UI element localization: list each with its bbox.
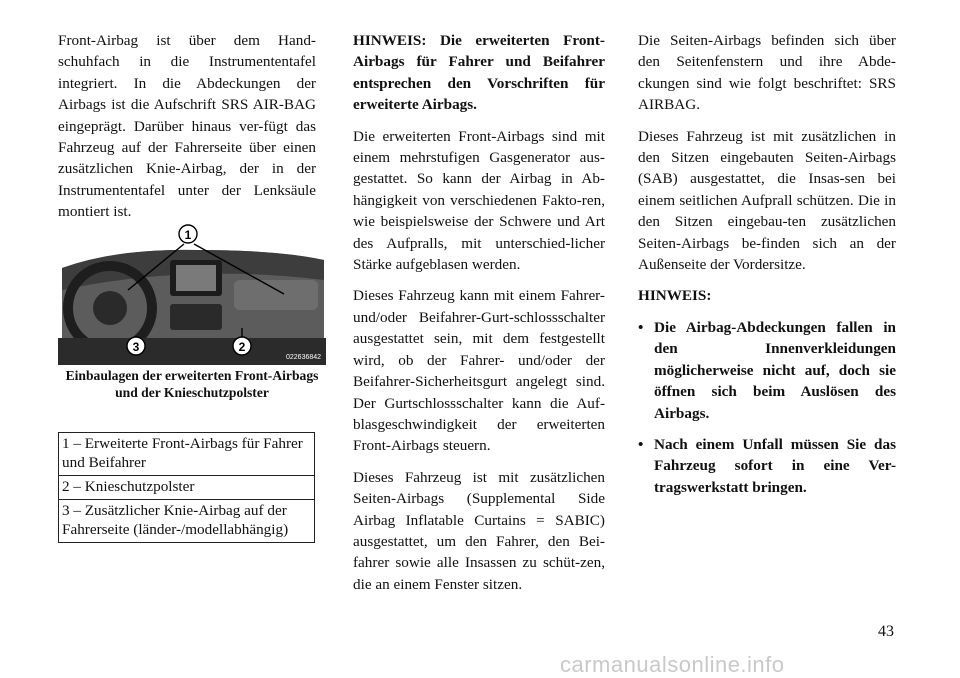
table-row bbox=[59, 476, 315, 500]
buckle-switch-paragraph: Dieses Fahrzeug kann mit einem Fahrer- und/oder Beifahrer-Gurt-schlossschalter ausgestattet sein, mit dem festgestellt wird, ob der Fahrer- und/oder der Beifahrer-Sicherheitsgurt angelegt sind. Der Gurtschlossschalter kann die Auf-blasgeschwindigkeit der erweiterten Front-Airbags steuern. bbox=[353, 287, 605, 455]
legend-table bbox=[58, 432, 315, 543]
table-row bbox=[59, 500, 315, 543]
page-number: 43 bbox=[878, 623, 894, 640]
note-label: HINWEIS: bbox=[638, 287, 712, 305]
dashboard-illustration bbox=[58, 220, 326, 365]
left-column bbox=[58, 30, 316, 233]
dashboard-airbag-figure bbox=[58, 220, 326, 365]
legend-item-1: 1 – Erweiterte Front-Airbags für Fahrer und Beifahrer bbox=[59, 433, 315, 476]
multistage-paragraph: Die erweiterten Front-Airbags sind mit einem mehrstufigen Gasgenerator aus-gestattet. So kann der Airbag in Ab-hängigkeit von verschiedenen Fakto-ren, wie beispielsweise der Schwere und Art des Aufpralls, mit unterschied-licher Stärke aufgeblasen werden. bbox=[353, 127, 605, 274]
center-console bbox=[170, 304, 222, 330]
list-item: • Nach einem Unfall müssen Sie das Fahrzeug sofort in eine Ver-tragswerkstatt bringen. bbox=[638, 434, 896, 498]
legend-item-3: 3 – Zusätzlicher Knie-Airbag auf der Fahrerseite (länder-/modellabhängig) bbox=[59, 500, 315, 543]
list-item: • Die Airbag-Abdeckungen fallen in den Innenverkleidungen möglicherweise nicht auf, doch sie öffnen sich beim Auslösen des Airbags. bbox=[638, 317, 896, 424]
figure-caption: Einbaulagen der erweiterten Front-Airbags und der Knieschutzpolster bbox=[65, 368, 319, 400]
side-curtain-paragraph: Dieses Fahrzeug ist mit zusätzlichen Seiten-Airbags (Supplemental Side Airbag Inflatable Curtains = SABIC) ausgestattet, um den Fahrer, den Bei-fahrer sowie alle Insassen zu schüt-zen, die an einem Fenster sitzen. bbox=[353, 468, 605, 593]
image-code: 022636842 bbox=[286, 354, 322, 361]
side-airbag-location-paragraph: Die Seiten-Airbags befinden sich über den Seitenfenstern und ihre Abde-ckungen sind wie folgt beschriftet: SRS AIRBAG. bbox=[638, 32, 896, 114]
note-bullets bbox=[638, 317, 896, 498]
callout-2-label: 2 bbox=[238, 340, 246, 354]
screen-display bbox=[176, 265, 216, 291]
callout-1-label: 1 bbox=[184, 228, 192, 242]
legend-item-2: 2 – Knieschutzpolster bbox=[59, 476, 315, 500]
right-column bbox=[638, 30, 896, 508]
seat-airbag-paragraph: Dieses Fahrzeug ist mit zusätzlichen in den Sitzen eingebauten Seiten-Airbags (SAB) ausgestattet, die Insas-sen bei einem seitlichen Aufprall schützen. Die in den Sitzen eingebau-ten zusätzlichen Seiten-Airbags be-finden sich an der Außenseite der Vordersitze. bbox=[638, 127, 896, 274]
note-heading: HINWEIS: Die erweiterten Front-Airbags für Fahrer und Beifahrer entsprechen den Vorschriften für erweiterte Airbags. bbox=[353, 32, 605, 114]
callout-3-label: 3 bbox=[132, 340, 140, 354]
steering-hub bbox=[93, 291, 127, 325]
watermark: carmanualsonline.info bbox=[560, 652, 785, 677]
passenger-dash-panel bbox=[234, 280, 318, 310]
intro-paragraph: Front-Airbag ist über dem Hand-schuhfach in die Instrumententafel integriert. In die Abdeckungen der Airbags ist die Aufschrift SRS AIR-BAG eingeprägt. Darüber hinaus ver-fügt das Fahrzeug auf der Fahrerseite über einen zusätzlichen Knie-Airbag, der in der Instrumententafel unter der Lenksäule montiert ist. bbox=[58, 32, 316, 221]
middle-column bbox=[353, 30, 605, 605]
table-row bbox=[59, 433, 315, 476]
